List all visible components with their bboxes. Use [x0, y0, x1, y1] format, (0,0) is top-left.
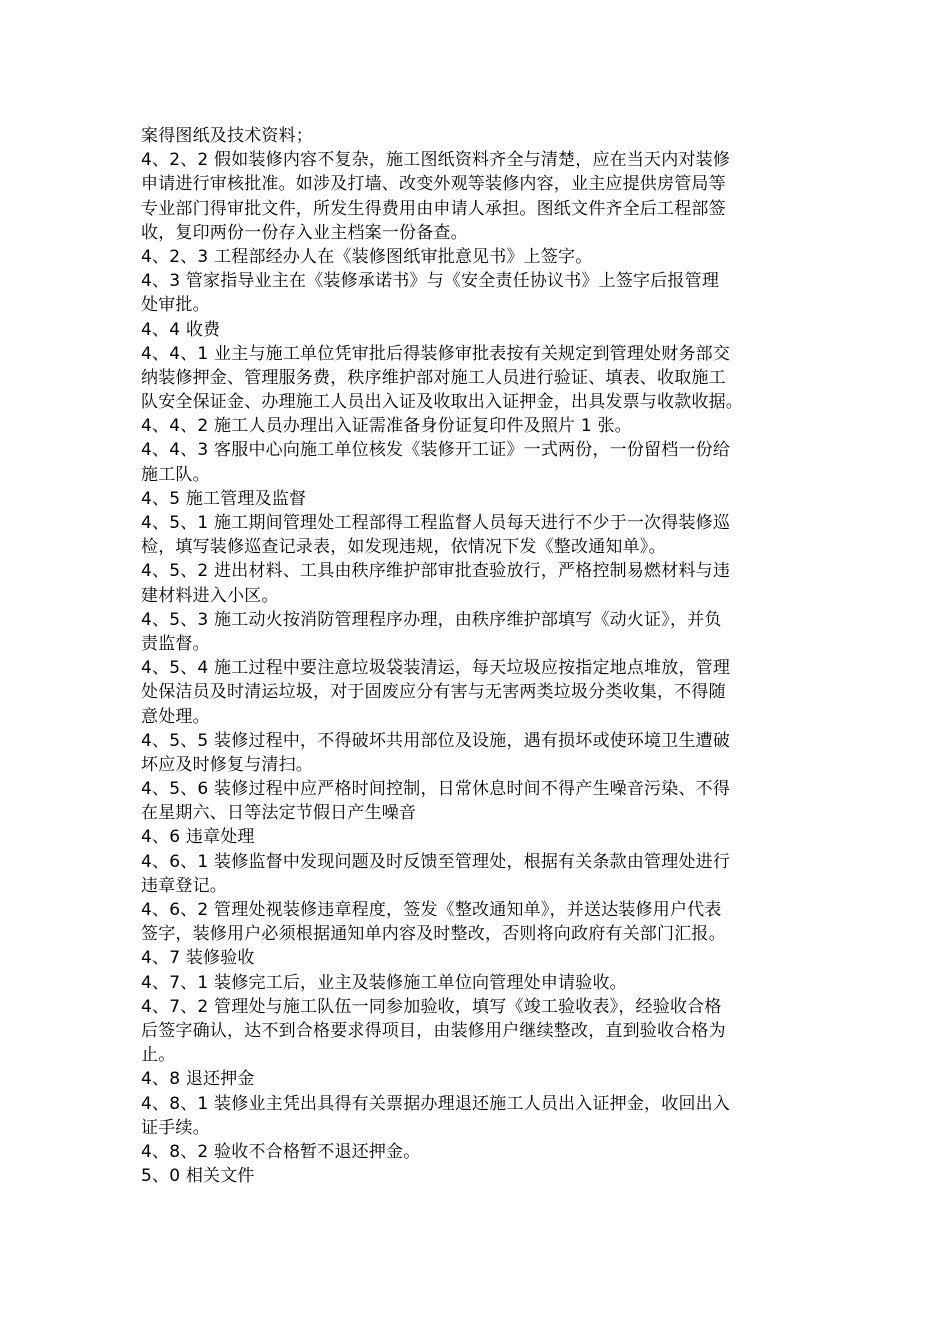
text-line: 收，复印两份一份存入业主档案一份备查。: [141, 222, 468, 243]
text-line: 建材料进入小区。: [141, 585, 279, 606]
text-line: 专业部门得审批文件，所发生得费用由申请人承担。图纸文件齐全后工程部签: [141, 198, 726, 219]
document-body: [141, 124, 811, 1188]
text-line: 签字，装修用户必须根据通知单内容及时整改，否则将向政府有关部门汇报。: [141, 924, 726, 945]
section-heading: 4、5 施工管理及监督: [141, 488, 307, 509]
text-line: 申请进行审核批准。如涉及打墙、改变外观等装修内容，业主应提供房管局等: [141, 174, 726, 195]
text-line: 施工队。: [141, 464, 210, 485]
text-line: 4、5、4 施工过程中要注意垃圾袋装清运，每天垃圾应按指定地点堆放，管理: [141, 658, 731, 679]
text-line: 案得图纸及技术资料；: [141, 126, 313, 146]
text-line: 4、4、2 施工人员办理出入证需准备身份证复印件及照片 1 张。: [141, 416, 632, 437]
text-line: 4、2、2 假如装修内容不复杂，施工图纸资料齐全与清楚，应在当天内对装修: [141, 150, 731, 171]
text-line: 责监督。: [141, 633, 210, 654]
text-line: 4、5、3 施工动火按消防管理程序办理，由秩序维护部填写《动火证》，并负: [141, 609, 722, 630]
text-line: 4、8、2 验收不合格暂不退还押金。: [141, 1141, 421, 1162]
text-line: 4、4、3 客服中心向施工单位核发《装修开工证》一式两份，一份留档一份给: [141, 440, 731, 461]
text-line: 4、2、3 工程部经办人在《装修图纸审批意见书》上签字。: [141, 246, 593, 267]
section-heading: 4、4 收费: [141, 319, 221, 340]
text-line: 4、5、6 装修过程中应严格时间控制，日常休息时间不得产生噪音污染、不得: [141, 779, 731, 800]
text-line: 4、7、1 装修完工后，业主及装修施工单位向管理处申请验收。: [141, 972, 627, 993]
text-line: 在星期六、日等法定节假日产生噪音: [141, 803, 417, 824]
text-line: 后签字确认，达不到合格要求得项目，由装修用户继续整改，直到验收合格为: [141, 1020, 726, 1041]
text-line: 处审批。: [141, 295, 210, 316]
text-line: 纳装修押金、管理服务费，秩序维护部对施工人员进行验证、填表、收取施工: [141, 367, 726, 388]
section-heading: 5、0 相关文件: [141, 1166, 255, 1187]
text-line: 队安全保证金、办理施工人员出入证及收取出入证押金，出具发票与收款收据。: [141, 392, 743, 413]
text-line: 意处理。: [141, 706, 210, 727]
text-line: 4、4、1 业主与施工单位凭审批后得装修审批表按有关规定到管理处财务部交: [141, 343, 731, 364]
text-line: 4、3 管家指导业主在《装修承诺书》与《安全责任协议书》上签字后报管理: [141, 271, 720, 292]
text-line: 止。: [141, 1045, 176, 1066]
section-heading: 4、7 装修验收: [141, 948, 255, 969]
text-line: 4、5、2 进出材料、工具由秩序维护部审批查验放行，严格控制易燃材料与违: [141, 561, 731, 582]
text-line: 4、6、1 装修监督中发现问题及时反馈至管理处，根据有关条款由管理处进行: [141, 851, 731, 872]
text-line: 4、5、5 装修过程中，不得破坏共用部位及设施，遇有损坏或使环境卫生遭破: [141, 730, 731, 751]
section-heading: 4、8 退还押金: [141, 1069, 255, 1090]
text-line: 4、8、1 装修业主凭出具得有关票据办理退还施工人员出入证押金，收回出入: [141, 1093, 731, 1114]
text-line: 4、7、2 管理处与施工队伍一同参加验收，填写《竣工验收表》，经验收合格: [141, 996, 722, 1017]
text-line: 4、5、1 施工期间管理处工程部得工程监督人员每天进行不少于一次得装修巡: [141, 513, 731, 533]
text-line: 检，填写装修巡查记录表，如发现违规，依情况下发《整改通知单》。: [141, 537, 666, 558]
text-line: 违章登记。: [141, 875, 227, 896]
text-line: 4、6、2 管理处视装修违章程度，签发《整改通知单》，并送达装修用户代表: [141, 900, 722, 920]
text-line: 证手续。: [141, 1117, 210, 1138]
text-line: 坏应及时修复与清扫。: [141, 754, 313, 775]
text-line: 处保洁员及时清运垃圾，对于固废应分有害与无害两类垃圾分类收集，不得随: [141, 682, 726, 703]
section-heading: 4、6 违章处理: [141, 827, 255, 848]
